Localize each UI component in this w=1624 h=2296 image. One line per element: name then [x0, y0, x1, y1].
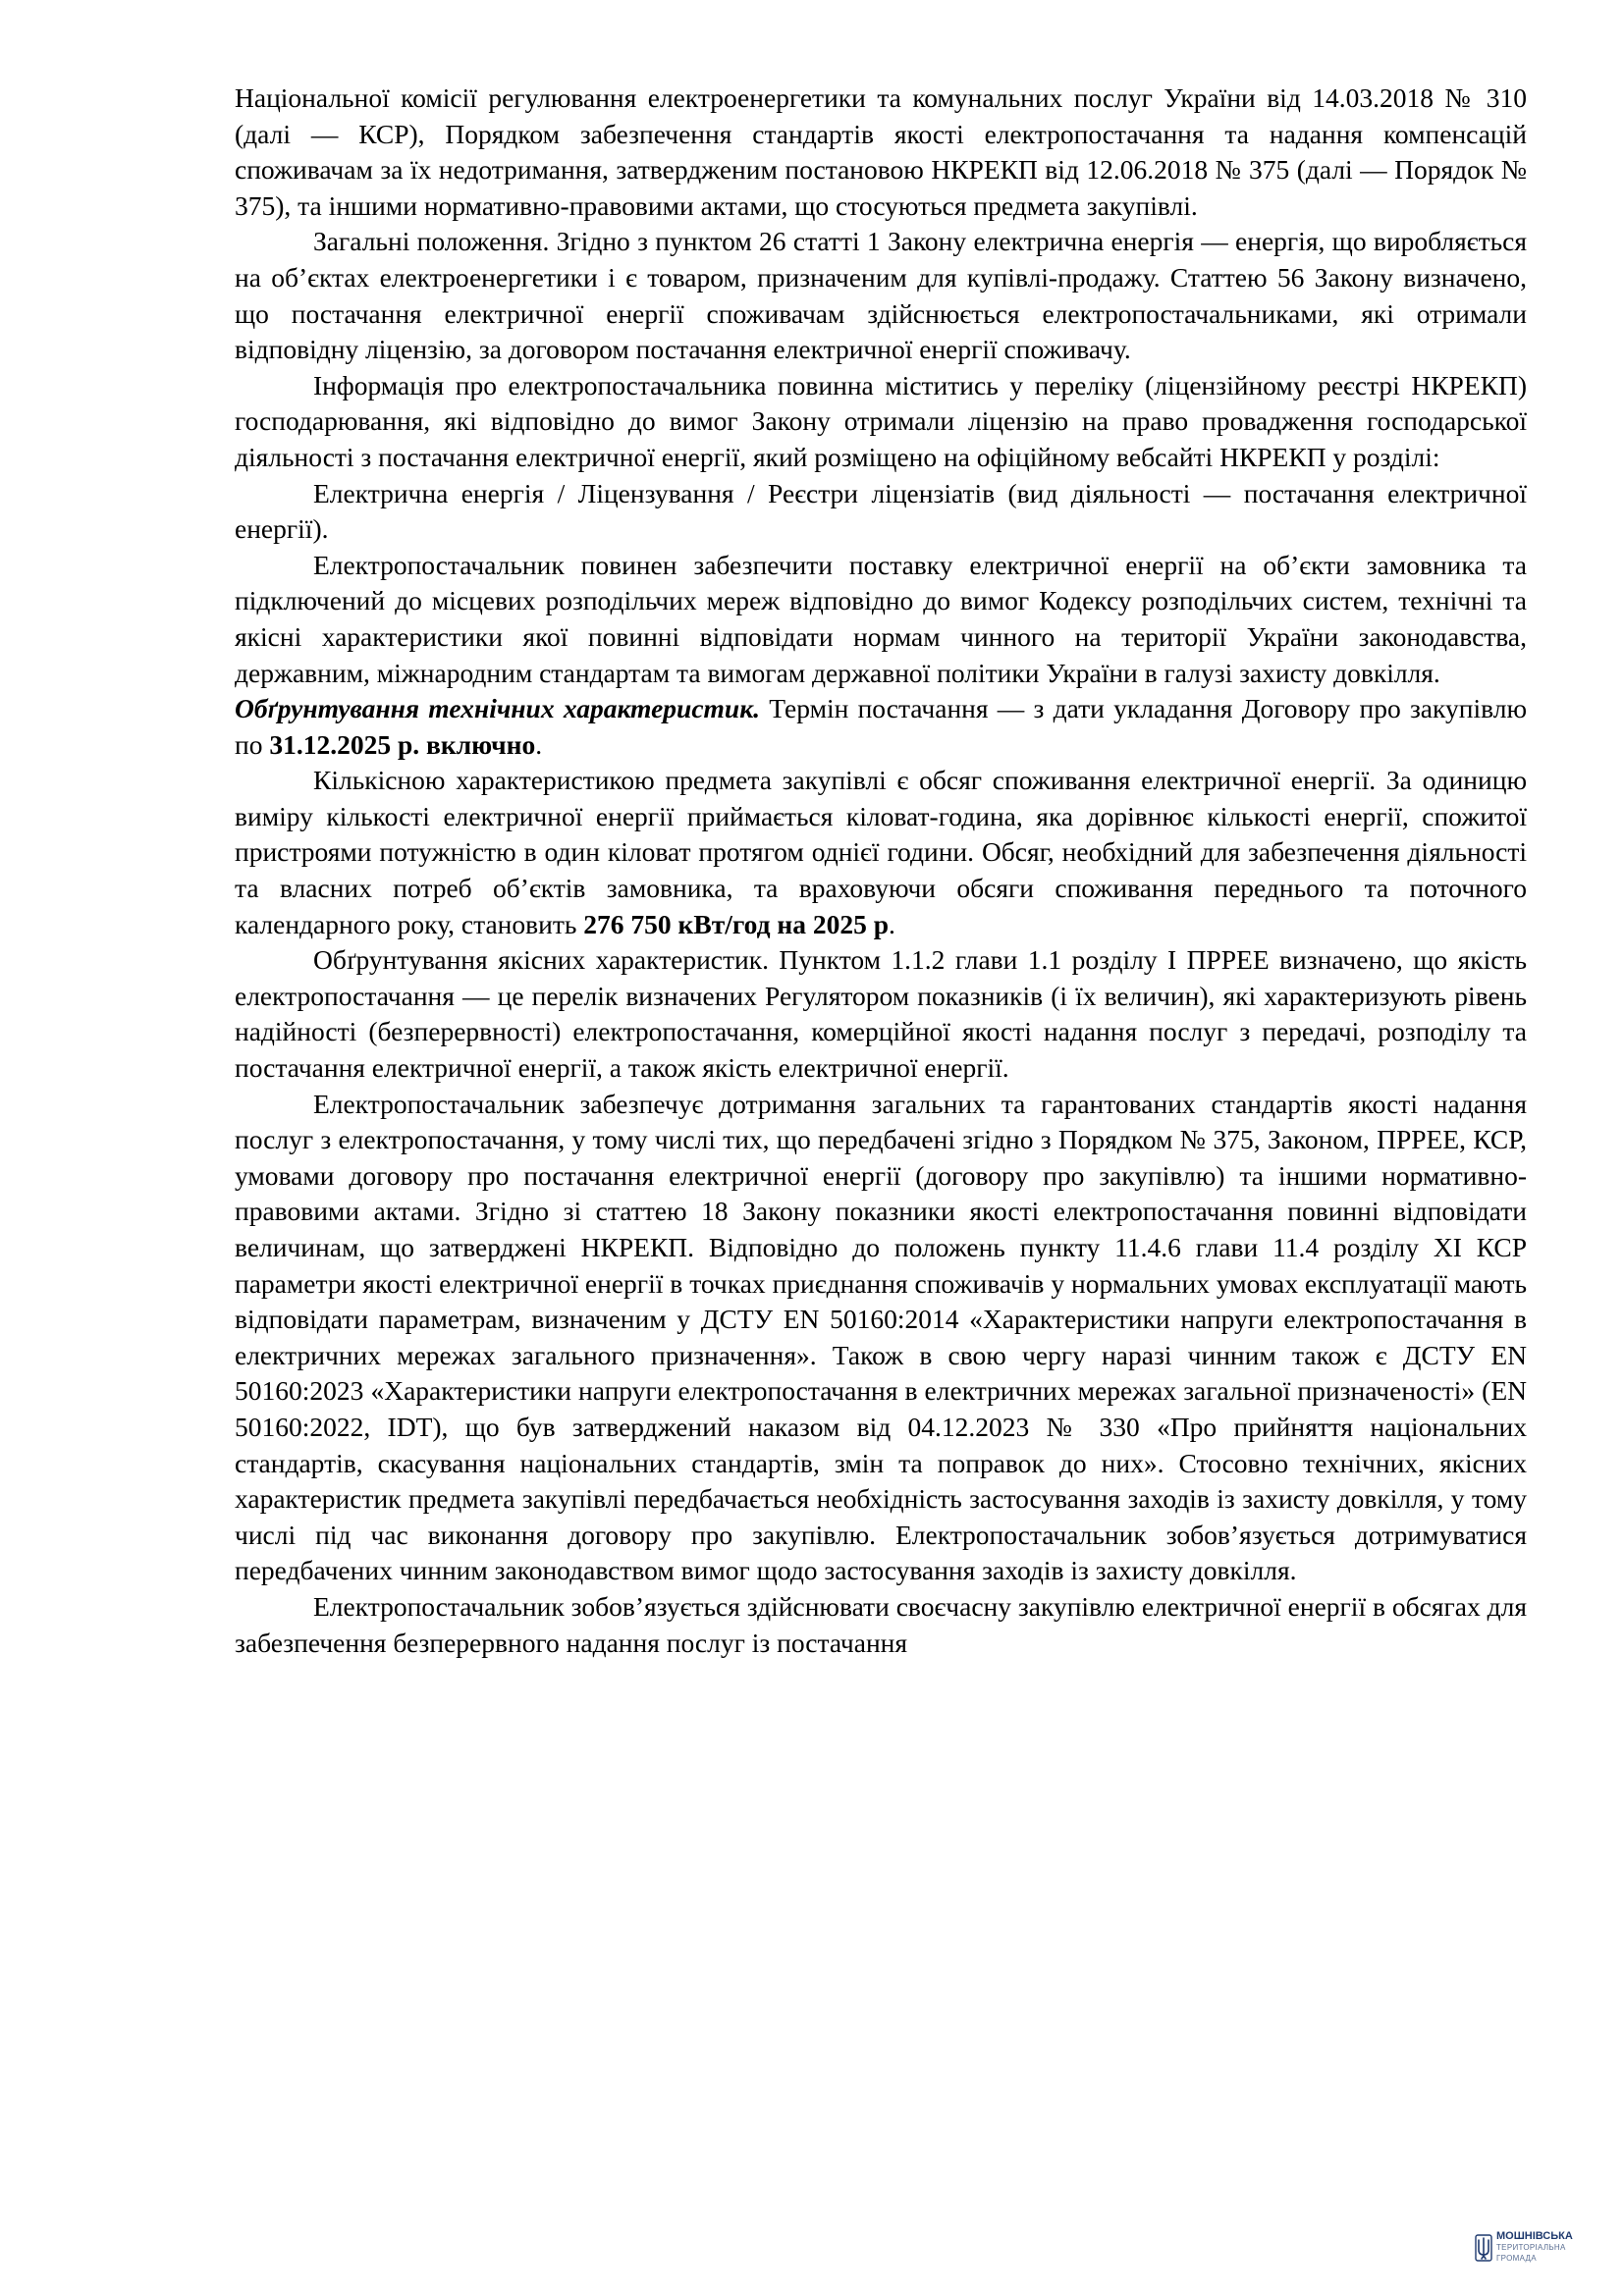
paragraph-0: [235, 80, 1527, 224]
paragraph-6-segment-2: .: [889, 908, 895, 939]
paragraph-6: [235, 763, 1527, 942]
paragraph-9-segment-0: Електропостачальник зобов’язується здійснювати своєчасну закупівлю електричної енергії в обсягах для забезпечення безперервного надання послуг із постачання: [235, 1590, 1527, 1658]
logo-line-2: ТЕРИТОРІАЛЬНА: [1496, 2243, 1566, 2252]
paragraph-7: [235, 942, 1527, 1086]
paragraph-1: [235, 224, 1527, 367]
paragraph-5-segment-2: 31.12.2025 р. включно: [269, 728, 536, 760]
paragraph-6-segment-1: 276 750 кВт/год на 2025 р: [583, 908, 890, 939]
community-logo: [1475, 2231, 1573, 2264]
paragraph-8: [235, 1087, 1527, 1589]
paragraph-8-segment-0: Електропостачальник забезпечує дотримання загальних та гарантованих стандартів якості надання послуг з електропостачання, у тому числі тих, що передбачені згідно з Порядком № 375, Законом, ПРРЕЕ, КСР, умовами договору про постачання електричної енергії (договору про закупівлю) та іншими нормативно-правовими актами. Згідно зі статтею 18 Закону показники якості електропостачання повинні відповідати величинам, що затверджені НКРЕКП. Відповідно до положень пункту 11.4.6 глави 11.4 розділу XI КСР параметри якості електричної енергії в точках приєднання споживачів у нормальних умовах експлуатації мають відповідати параметрам, визначеним у ДСТУ EN 50160:2014 «Характеристики напруги електропостачання в електричних мережах загального призначення». Також в свою чергу наразі чинним також є ДСТУ EN 50160:2023 «Характеристики напруги електропостачання в електричних мережах загальної призначеності» (EN 50160:2022, IDT), що був затверджений наказом від 04.12.2023 № 330 «Про прийняття національних стандартів, скасування національних стандартів, змін та поправок до них». Стосовно технічних, якісних характеристик предмета закупівлі передбачається необхідність застосування заходів із захисту довкілля, у тому числі під час виконання договору про закупівлю. Електропостачальник зобов’язується дотримуватися передбачених чинним законодавством вимог щодо застосування заходів із захисту довкілля.: [235, 1088, 1527, 1586]
paragraph-5-segment-1: Термін постачання — з дати укладання Договору про закупівлю по: [235, 693, 1527, 760]
paragraph-5: [235, 691, 1527, 763]
trident-icon: [1475, 2234, 1492, 2262]
logo-line-3: ГРОМАДА: [1496, 2254, 1537, 2263]
paragraph-2: [235, 368, 1527, 476]
paragraph-5-segment-3: .: [535, 728, 543, 760]
paragraph-9: [235, 1589, 1527, 1661]
paragraph-0-segment-0: Національної комісії регулювання електроенергетики та комунальних послуг України від 14.03.2018 № 310 (далі — КСР), Порядком забезпечення стандартів якості електропостачання та надання компенсацій споживачам за їх недотримання, затвердженим постановою НКРЕКП від 12.06.2018 № 375 (далі — Порядок № 375), та іншими нормативно-правовими актами, що стосуються предмета закупівлі.: [235, 82, 1527, 221]
paragraph-6-segment-0: Кількісною характеристикою предмета закупівлі є обсяг споживання електричної енергії. За одиницю виміру кількості електричної енергії приймається кіловат-година, яка дорівнює кількості енергії, спожитої пристроями потужністю в один кіловат протягом однієї години. Обсяг, необхідний для забезпечення діяльності та власних потреб об’єктів замовника, та враховуючи обсяги споживання переднього та поточного календарного року, становить: [235, 765, 1527, 939]
paragraph-5-segment-0: Обґрунтування технічних характеристик.: [235, 693, 761, 724]
paragraph-4-segment-0: Електропостачальник повинен забезпечити поставку електричної енергії на об’єкти замовника та підключений до місцевих розподільчих мереж відповідно до вимог Кодексу розподільчих систем, технічні та якісні характеристики якої повинні відповідати нормам чинного на території України законодавства, державним, міжнародним стандартам та вимогам державної політики України в галузі захисту довкілля.: [235, 549, 1527, 688]
paragraph-3: [235, 476, 1527, 548]
logo-line-1: МОШНІВСЬКА: [1496, 2230, 1573, 2242]
paragraph-2-segment-0: Інформація про електропостачальника повинна міститись у переліку (ліцензійному реєстрі НКРЕКП) господарювання, які відповідно до вимог Закону отримали ліцензію на право провадження господарської діяльності з постачання електричної енергії, який розміщено на офіційному вебсайті НКРЕКП у розділі:: [235, 369, 1527, 472]
paragraph-7-segment-0: Обґрунтування якісних характеристик. Пунктом 1.1.2 глави 1.1 розділу І ПРРЕЕ визначено, що якість електропостачання — це перелік визначених Регулятором показників (і їх величин), які характеризують рівень надійності (безперервності) електропостачання, комерційної якості надання послуг з передачі, розподілу та постачання електричної енергії, а також якість електричної енергії.: [235, 944, 1527, 1084]
document-page: [235, 80, 1527, 1661]
paragraph-4: [235, 548, 1527, 691]
paragraph-1-segment-0: Загальні положення. Згідно з пунктом 26 статті 1 Закону електрична енергія — енергія, що виробляється на об’єктах електроенергетики і є товаром, призначеним для купівлі-продажу. Статтею 56 Закону визначено, що постачання електричної енергії споживачам здійснюється електропостачальниками, які отримали відповідну ліцензію, за договором постачання електричної енергії споживачу.: [235, 226, 1527, 365]
paragraph-3-segment-0: Електрична енергія / Ліцензування / Реєстри ліцензіатів (вид діяльності — постачання електричної енергії).: [235, 477, 1527, 545]
